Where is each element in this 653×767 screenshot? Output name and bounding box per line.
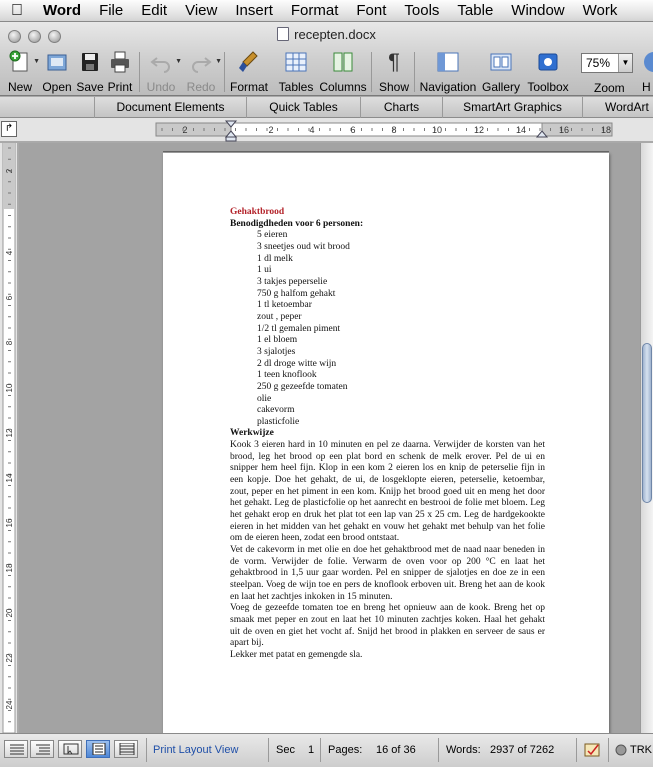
ingredient-item: 3 sjalotjes	[257, 346, 296, 357]
vertical-ruler-number: 24	[5, 700, 14, 710]
menu-tools[interactable]: Tools	[404, 1, 440, 19]
ingredient-item: 250 g gezeefde tomaten	[257, 381, 348, 392]
words-value[interactable]: 2937 of 7262	[490, 744, 555, 756]
vertical-scrollbar[interactable]	[640, 143, 653, 733]
undo-button[interactable]	[142, 50, 180, 96]
vertical-ruler-number: 16	[5, 518, 14, 528]
ingredient-item: 1 el bloem	[257, 335, 298, 346]
horizontal-ruler-bar	[0, 118, 653, 142]
help-button[interactable]	[640, 50, 653, 96]
navigation-pane-icon	[436, 50, 460, 74]
outline-view-button[interactable]	[30, 740, 54, 758]
zoom-value: 75%	[586, 56, 611, 70]
gallery-button[interactable]	[480, 50, 522, 96]
save-button-label: Save	[76, 80, 104, 94]
redo-arrow-icon	[189, 50, 213, 74]
ruler-number: 2	[182, 125, 188, 135]
pilcrow-icon: ¶	[388, 49, 400, 74]
ribbon-tab-wordart[interactable]: WordArt	[582, 97, 653, 118]
tab-stop-left-icon: ↱	[4, 123, 14, 134]
ingredient-item: 2 dl droge witte wijn	[257, 358, 337, 369]
undo-dropdown-arrow-icon[interactable]: ▼	[175, 58, 182, 65]
vertical-ruler-number: 22	[5, 653, 14, 663]
print-layout-view-button[interactable]	[86, 740, 110, 758]
ruler-number: 4	[309, 125, 315, 135]
print-button-label: Print	[107, 80, 133, 94]
vertical-ruler-number: 20	[5, 608, 14, 618]
navigation-button-label: Navigation	[419, 80, 477, 94]
ribbon-tab-bar	[0, 97, 653, 118]
toolbox-button[interactable]	[524, 50, 572, 96]
save-button[interactable]	[75, 50, 105, 96]
window-title	[0, 27, 653, 42]
menu-view[interactable]: View	[185, 1, 218, 19]
open-button[interactable]	[40, 50, 74, 96]
save-disk-icon	[78, 50, 102, 74]
undo-button-label: Undo	[146, 80, 176, 94]
ingredient-item: 750 g halfom gehakt	[257, 288, 336, 299]
ingredient-item: cakevorm	[257, 405, 295, 416]
help-button-label: H	[642, 80, 651, 94]
ruler-number: 8	[391, 125, 397, 135]
ingredient-item: 3 sneetjes oud wit brood	[257, 241, 350, 252]
ingredient-item: zout , peper	[257, 311, 302, 322]
ruler-number: 18	[600, 125, 612, 135]
menu-bar	[0, 0, 653, 22]
gallery-button-label: Gallery	[481, 80, 520, 94]
apple-menu-icon[interactable]	[0, 0, 34, 22]
status-separator	[146, 738, 147, 762]
vertical-ruler-number: 18	[5, 563, 14, 573]
ingredient-item: 1/2 tl gemalen piment	[257, 323, 341, 334]
vertical-ruler-number: 2	[5, 168, 14, 174]
method-paragraph: Voeg de gezeefde tomaten toe en breng het opnieuw aan de kook. Breng het op smaak met peper en zout en laat het 10 minuten zachtjes koken. Haal het gehakt uit de oven en giet het vocht af. Snijd het brood in plakken en serveer de saus er apart bij.	[230, 603, 545, 649]
vertical-ruler-number: 8	[5, 340, 14, 346]
ingredient-item: 1 teen knoflook	[257, 370, 317, 381]
toolbar-separator	[139, 52, 140, 92]
help-icon	[642, 50, 653, 74]
publishing-layout-icon	[63, 743, 79, 755]
menu-insert[interactable]: Insert	[235, 1, 273, 19]
ingredient-item: 1 tl ketoembar	[257, 300, 312, 311]
gallery-icon	[489, 50, 513, 74]
columns-button-label: Columns	[319, 80, 367, 94]
left-indent-marker-icon[interactable]	[226, 137, 236, 141]
vertical-ruler-number: 12	[5, 428, 14, 438]
ingredients-heading: Benodigdheden voor 6 personen:	[230, 218, 364, 229]
draft-view-button[interactable]	[4, 740, 28, 758]
columns-button[interactable]	[318, 50, 368, 96]
ruler-number: 10	[431, 125, 443, 135]
language-label[interactable]: TRK	[630, 744, 652, 756]
status-bar	[0, 733, 653, 767]
print-button[interactable]	[105, 50, 135, 96]
new-button[interactable]	[2, 50, 38, 96]
menu-format[interactable]: Format	[290, 1, 339, 19]
language-status-icon	[615, 744, 627, 756]
redo-dropdown-arrow-icon[interactable]: ▼	[215, 58, 222, 65]
menu-table[interactable]: Table	[457, 1, 494, 19]
vertical-ruler-number: 10	[5, 383, 14, 393]
ingredient-item: plasticfolie	[257, 416, 300, 427]
ruler-number: 12	[473, 125, 485, 135]
status-separator	[608, 738, 609, 762]
format-button-label: Format	[229, 80, 268, 94]
menu-file[interactable]: File	[99, 1, 124, 19]
ruler-number: 2	[268, 125, 274, 135]
toolbar-separator	[371, 52, 372, 92]
method-paragraph: Vet de cakevorm in met olie en doe het gehaktbrood met de naad naar beneden in de vorm. Verwijder de folie. Verwarm de oven voor op 200 °C en laat het gehaktbrood in 1,5 uur gaar worden. Pel en snipper de sjalotjes en doe ze in een steelpan. Voeg de wijn toe en pers de knoflook erboven uit. Breng het aan de kook en laat het zachtjes inkoken in 15 minuten.	[230, 545, 545, 602]
menu-work[interactable]: Work	[582, 1, 618, 19]
vertical-ruler-number: 6	[5, 295, 14, 301]
show-button-label: Show	[378, 80, 410, 94]
zoom-label: Zoom	[594, 81, 625, 95]
document-workspace	[19, 143, 640, 733]
ingredient-item: 3 takjes peperselie	[257, 276, 328, 287]
publishing-layout-view-button[interactable]	[58, 740, 82, 758]
undo-arrow-icon	[149, 50, 173, 74]
table-grid-icon	[284, 50, 308, 74]
open-button-label: Open	[42, 80, 72, 94]
columns-icon	[331, 50, 355, 74]
ingredient-item: 1 dl melk	[257, 253, 293, 264]
ingredient-list	[230, 230, 545, 428]
section-label: Sec	[276, 744, 295, 756]
horizontal-ruler[interactable]	[0, 118, 653, 142]
toolbox-icon	[536, 50, 560, 74]
format-button[interactable]	[228, 50, 270, 96]
new-button-label: New	[7, 80, 32, 94]
pages-value[interactable]: 16 of 36	[376, 744, 416, 756]
ruler-number: 14	[515, 125, 527, 135]
open-folder-icon	[45, 50, 69, 74]
draft-view-icon	[9, 743, 25, 755]
ingredient-item: 1 ui	[257, 265, 272, 276]
status-separator	[576, 738, 577, 762]
toolbox-button-label: Toolbox	[527, 80, 569, 94]
ribbon-tab-charts[interactable]: Charts	[360, 97, 442, 118]
status-separator	[268, 738, 269, 762]
zoom-select[interactable]	[581, 53, 633, 73]
vertical-ruler-number: 14	[5, 473, 14, 483]
ingredient-item: olie	[257, 393, 272, 404]
ribbon-tab-smartart-graphics[interactable]: SmartArt Graphics	[442, 97, 582, 118]
ribbon-tab-quick-tables[interactable]: Quick Tables	[246, 97, 360, 118]
section-value: 1	[308, 744, 315, 756]
scrollbar-thumb[interactable]	[642, 343, 652, 503]
status-separator	[320, 738, 321, 762]
vertical-ruler-number: 4	[5, 250, 14, 256]
words-label: Words:	[446, 744, 481, 756]
tab-stop-selector[interactable]	[1, 121, 17, 137]
window-title-bar	[0, 22, 653, 96]
new-document-icon	[8, 50, 32, 74]
menu-font[interactable]: Font	[356, 1, 387, 19]
ruler-number: 6	[350, 125, 356, 135]
recipe-title: Gehaktbrood	[230, 207, 285, 217]
method-heading: Werkwijze	[230, 428, 274, 439]
toolbar-separator	[224, 52, 225, 92]
new-dropdown-arrow-icon[interactable]: ▼	[33, 58, 40, 65]
format-paintbrush-icon	[237, 50, 261, 74]
notebook-layout-icon	[119, 743, 135, 755]
page-break-line	[163, 151, 609, 152]
closing-line: Lekker met patat en gemengde sla.	[230, 649, 363, 660]
document-page[interactable]	[163, 153, 609, 733]
menu-window[interactable]: Window	[511, 1, 565, 19]
printer-icon	[108, 50, 132, 74]
tables-button[interactable]	[276, 50, 316, 96]
redo-button-label: Redo	[186, 80, 216, 94]
pages-label: Pages:	[328, 744, 363, 756]
navigation-button[interactable]	[418, 50, 478, 96]
tables-button-label: Tables	[278, 80, 314, 94]
zoom-dropdown-arrow-icon[interactable]: ▼	[618, 54, 632, 72]
spelling-book-icon[interactable]	[584, 742, 602, 758]
ruler-number: 16	[558, 125, 570, 135]
vertical-ruler-bar	[0, 143, 18, 733]
redo-button[interactable]	[182, 50, 220, 96]
vertical-ruler[interactable]	[0, 143, 18, 733]
ribbon-tab-document-elements[interactable]: Document Elements	[94, 97, 246, 118]
menu-app-word[interactable]: Word	[43, 1, 82, 19]
show-button[interactable]	[376, 50, 412, 96]
document-body[interactable]	[230, 207, 545, 662]
print-layout-icon	[91, 743, 107, 755]
menu-edit[interactable]: Edit	[141, 1, 168, 19]
window-title-text: recepten.docx	[294, 27, 376, 42]
toolbar-separator	[414, 52, 415, 92]
view-mode-label: Print Layout View	[153, 744, 239, 756]
method-paragraph: Kook 3 eieren hard in 10 minuten en pel ze daarna. Verwijder de korsten van het brood, leg het brood op een plat bord en schenk de melk erover. Pel de ui en snipper hem heel fijn. Klop in een kom 2 eieren los en knip de peterselie fijn in een kopje. Doe het gehakt, de ui, de losgeklopte eieren, peterselie, ketoembar, zout, peper en het piment in een kom. Knijp het brood goed uit en meng het door het gehakt. Leg de plasticfolie op het aanrecht en bestrooi de folie met bloem. Leg het gehakt erop en druk het plat tot een lap van 25 x 25 cm. Leg de hardgekookte eieren in het midden van het gehakt en vouw het gehakt met behulp van het folie om de eieren heen, zodat een brood ontstaat.	[230, 440, 545, 544]
outline-view-icon	[35, 743, 51, 755]
notebook-view-button[interactable]	[114, 740, 138, 758]
ingredient-item: 5 eieren	[257, 230, 288, 241]
status-separator	[438, 738, 439, 762]
docx-file-icon	[277, 27, 289, 41]
